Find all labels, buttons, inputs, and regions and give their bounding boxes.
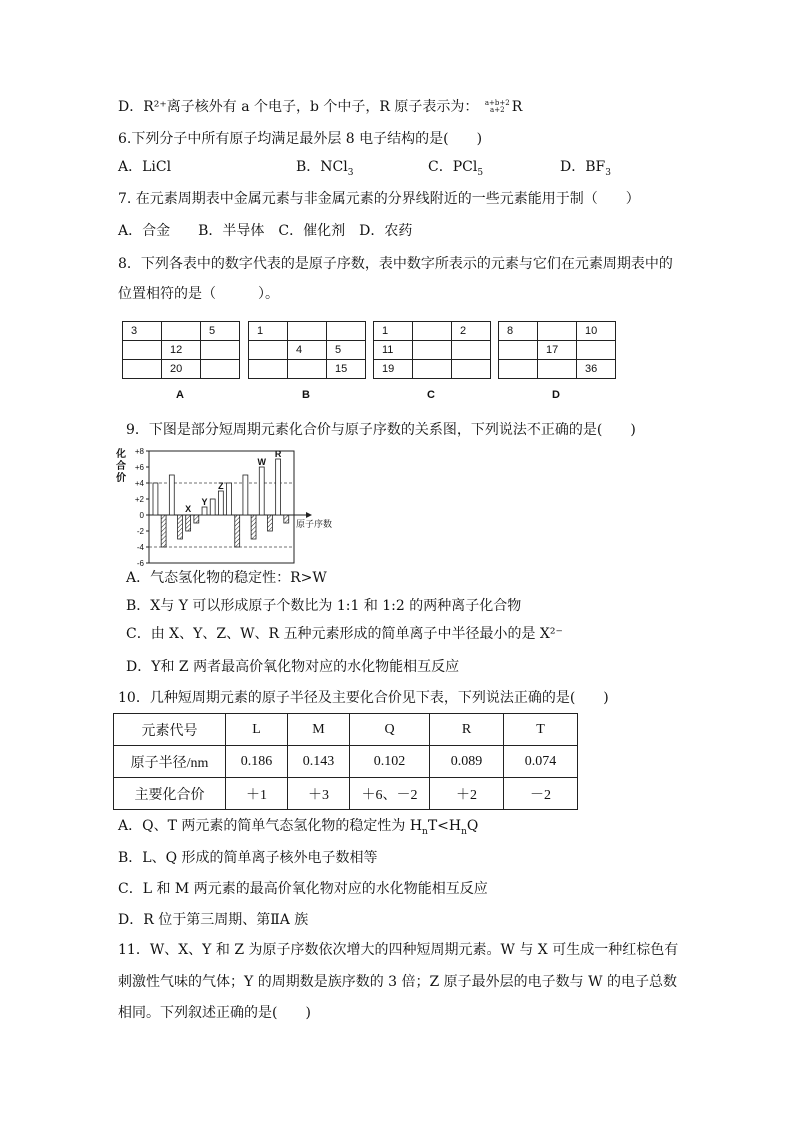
q5-option-d: [118, 97, 522, 117]
bar: [161, 515, 166, 547]
q6-option-b: [296, 157, 428, 183]
table-cell: 主要化合价: [114, 778, 226, 810]
q10-option-b: B．L、Q 形成的简单离子核外电子数相等: [118, 850, 378, 866]
periodic-grid-a: [122, 321, 240, 379]
table-header-row: [114, 714, 578, 746]
y-axis-label: 合: [116, 461, 126, 472]
q7-stem: 7. 在元素周期表中金属元素与非金属元素的分界线附近的一些元素能用于制（ ）: [118, 191, 640, 207]
bar: [259, 467, 264, 515]
table-cell: R: [430, 714, 504, 746]
grid-cell: 8: [499, 322, 538, 341]
q10-option-a-mid: T<H: [427, 818, 462, 834]
bar: [267, 515, 272, 531]
q8-stem-line1: 8．下列各表中的数字代表的是原子序数，表中数字所表示的元素与它们在元素周期表中的: [118, 256, 673, 272]
grid-cell: 36: [577, 360, 616, 379]
grid-cell: 4: [288, 341, 327, 360]
q9-option-a: A．气态氢化物的稳定性：R>W: [126, 570, 327, 586]
mass-number: a+b+2: [484, 99, 510, 107]
grid-cell: [538, 322, 577, 341]
q10-option-a-post: Q: [466, 818, 479, 834]
grid-cell: [327, 322, 366, 341]
grid-cell: [123, 360, 162, 379]
bar: [194, 515, 199, 523]
grid-label: D: [552, 389, 560, 401]
grid-cell: [499, 341, 538, 360]
bar-label: Z: [218, 481, 224, 491]
bar: [251, 515, 256, 539]
grid-cell: 15: [327, 360, 366, 379]
q11-line2: 刺激性气味的气体；Y 的周期数是族序数的 3 倍；Z 原子最外层的电子数与 W 的电子总数: [118, 974, 677, 990]
q6-option-d-text: D．BF: [560, 159, 606, 175]
grid-cell: 5: [201, 322, 240, 341]
q9-stem: 9．下图是部分短周期元素化合价与原子序数的关系图，下列说法不正确的是( ): [126, 422, 636, 438]
bar-label: Y: [201, 497, 208, 507]
q9-valence-chart: [112, 445, 352, 570]
q6-option-a: [118, 157, 296, 177]
grid-cell: 20: [162, 360, 201, 379]
bar: [186, 515, 191, 531]
x-axis-arrow-icon: [306, 512, 312, 518]
bar: [276, 459, 281, 515]
y-tick-label: +8: [134, 447, 144, 456]
bar: [218, 491, 223, 515]
grid-cell: [538, 360, 577, 379]
periodic-grid-b: [248, 321, 366, 379]
grid-cell: 12: [162, 341, 201, 360]
table-cell: －2: [504, 778, 578, 810]
periodic-grid-d: [498, 321, 616, 379]
q11-line3: 相同。下列叙述正确的是( ): [118, 1005, 311, 1021]
periodic-grid-c: [373, 321, 491, 379]
table-cell: T: [504, 714, 578, 746]
table-cell: L: [226, 714, 288, 746]
grid-cell: 5: [327, 341, 366, 360]
bar: [227, 483, 232, 515]
y-tick-label: +2: [134, 495, 144, 504]
q6-option-d-sub: 3: [605, 167, 611, 178]
q10-option-d: D．R 位于第三周期、第ⅡA 族: [118, 912, 309, 928]
q10-option-a-pre: A．Q、T 两元素的简单气态氢化物的稳定性为 H: [118, 818, 423, 834]
y-tick-label: -4: [136, 543, 144, 552]
q10-option-a: [118, 816, 478, 842]
table-cell: 原子半径/nm: [114, 746, 226, 778]
grid-cell: 1: [374, 322, 413, 341]
y-tick-label: 0: [139, 511, 144, 520]
table-cell: 0.074: [504, 746, 578, 778]
grid-cell: [201, 360, 240, 379]
grid-cell: [288, 322, 327, 341]
table-cell: ＋2: [430, 778, 504, 810]
q6-stem: 6.下列分子中所有原子均满足最外层 8 电子结构的是( ): [118, 131, 483, 147]
q6-option-c: [428, 157, 560, 183]
grid-cell: [413, 360, 452, 379]
grid-cell: [162, 322, 201, 341]
bar: [284, 515, 289, 523]
grid-cell: 3: [123, 322, 162, 341]
bar: [210, 499, 215, 515]
bar-label: X: [185, 504, 192, 514]
q10-option-a-sub1: n: [422, 826, 428, 837]
bar: [235, 515, 240, 547]
element-symbol: R: [511, 99, 523, 115]
grid-label: A: [176, 389, 184, 401]
q6-option-c-sub: 5: [477, 167, 484, 178]
grid-label: C: [427, 389, 435, 401]
grid-cell: 2: [452, 322, 491, 341]
q6-option-b-text: B．NCl: [296, 159, 348, 175]
y-tick-label: -2: [136, 527, 144, 536]
q6-option-c-text: C．PCl: [428, 159, 478, 175]
grid-cell: [452, 341, 491, 360]
x-axis-label: 原子序数: [296, 519, 333, 529]
q10-option-a-sub2: n: [461, 826, 467, 837]
table-cell: 0.102: [350, 746, 430, 778]
q8-stem-line2: 位置相符的是（ ）。: [118, 286, 279, 302]
q10-table: [113, 713, 578, 810]
q5-option-d-text: D．R²⁺离子核外有 a 个电子，b 个中子，R 原子表示为：: [118, 99, 479, 115]
bar: [243, 475, 248, 515]
bar-label: R: [274, 449, 282, 459]
y-axis-label: 化: [116, 449, 126, 460]
y-tick-label: +6: [134, 463, 144, 472]
q6-option-b-sub: 3: [347, 167, 354, 178]
table-cell: M: [288, 714, 350, 746]
q9-option-c: C．由 X、Y、Z、W、R 五种元素形成的简单离子中半径最小的是 X²⁻: [126, 626, 563, 642]
y-axis-label: 价: [116, 473, 126, 484]
q6-option-d: [560, 157, 611, 183]
table-cell: 0.089: [430, 746, 504, 778]
table-cell: 元素代号: [114, 714, 226, 746]
bar: [202, 507, 207, 515]
grid-cell: 17: [538, 341, 577, 360]
grid-cell: [452, 360, 491, 379]
grid-cell: [201, 341, 240, 360]
grid-cell: [413, 322, 452, 341]
bar: [169, 475, 174, 515]
grid-cell: [577, 341, 616, 360]
bar-label: W: [257, 457, 266, 467]
grid-cell: 19: [374, 360, 413, 379]
y-tick-label: +4: [134, 479, 144, 488]
table-cell: ＋1: [226, 778, 288, 810]
table-cell: Q: [350, 714, 430, 746]
table-cell: ＋3: [288, 778, 350, 810]
table-row: [114, 746, 578, 778]
grid-cell: [288, 360, 327, 379]
q7-options: A．合金 B．半导体 C．催化剂 D．农药: [118, 223, 413, 239]
table-cell: ＋6、－2: [350, 778, 430, 810]
q6-options: [118, 157, 611, 183]
q10-option-c: C．L 和 M 两元素的最高价氧化物对应的水化物能相互反应: [118, 881, 488, 897]
grid-cell: [413, 341, 452, 360]
grid-label: B: [302, 389, 310, 401]
grid-cell: [249, 341, 288, 360]
q10-stem: 10．几种短周期元素的原子半径及主要化合价见下表，下列说法正确的是( ): [118, 690, 609, 706]
grid-cell: 1: [249, 322, 288, 341]
y-tick-label: -6: [136, 559, 144, 568]
q11-line1: 11．W、X、Y 和 Z 为原子序数依次增大的四种短周期元素。W 与 X 可生成一种红棕色有: [118, 942, 679, 958]
grid-cell: 10: [577, 322, 616, 341]
q9-option-b: B．X与 Y 可以形成原子个数比为 1:1 和 1:2 的两种离子化合物: [126, 598, 522, 614]
q6-option-a-text: A．LiCl: [118, 159, 172, 175]
q9-option-d: D．Y和 Z 两者最高价氧化物对应的水化物能相互反应: [126, 659, 460, 675]
table-cell: 0.186: [226, 746, 288, 778]
table-row: [114, 778, 578, 810]
bar: [178, 515, 183, 539]
bar: [153, 483, 158, 515]
nuclide-notation: [485, 100, 510, 114]
grid-cell: 11: [374, 341, 413, 360]
grid-cell: [123, 341, 162, 360]
grid-cell: [499, 360, 538, 379]
grid-cell: [249, 360, 288, 379]
atomic-number: a+2: [490, 106, 505, 114]
table-cell: 0.143: [288, 746, 350, 778]
